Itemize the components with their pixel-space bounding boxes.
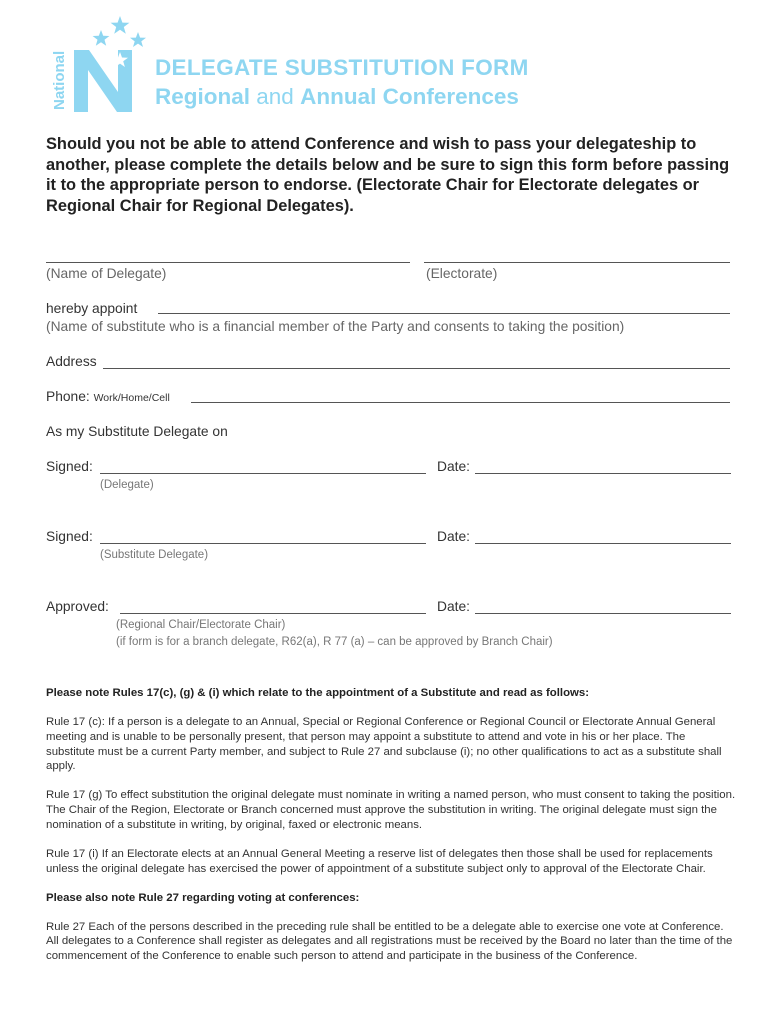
form-title: DELEGATE SUBSTITUTION FORM [155,55,529,80]
address-field[interactable] [103,368,730,369]
delegate-name-field[interactable] [46,262,410,263]
rule-17c: Rule 17 (c): If a person is a delegate to an Annual, Special or Regional Conference or Regional Council or Electorate Annual General meeting and is unable to be personally present, that person may appoint a substitute to attend and vote in his or her place. The substitute must be a current Party member, and subject to Rule 27 and subclause (i); no other qualifications to act as a substitute shall apply. [46,716,722,773]
national-logo [44,14,154,118]
rule-17g: Rule 17 (g) To effect substitution the original delegate must nominate in writing a named person, who must consent to taking the position. The Chair of the Region, Electorate or Branch concerned must approve the substitution in writing. The original delegate must sign the nomination of a substitute in writing, by original, faxed or electronic means. [46,789,736,831]
rules-section [46,686,736,978]
subtitle-regional: Regional [155,84,251,109]
delegate-hint: (Delegate) [100,479,154,491]
phone-label [46,389,170,404]
signed-delegate-label: Signed: [46,459,93,474]
national-star-n-logo-icon [44,14,154,118]
electorate-field[interactable] [424,262,730,263]
substitute-name-field[interactable] [158,313,730,314]
date-substitute-label: Date: [437,529,470,544]
delegate-signature-field[interactable] [100,473,426,474]
rule-17i: Rule 17 (i) If an Electorate elects at an Annual General Meeting a reserve list of delegates then those shall be used for replacements unless the original delegate has exercised the power of appointment of a substitute subject only to approval of the Electorate Chair. [46,847,713,875]
rules-heading: Please note Rules 17(c), (g) & (i) which relate to the appointment of a Substitute and read as follows: [46,687,590,699]
date-approved-label: Date: [437,599,470,614]
approved-hint-branch: (if form is for a branch delegate, R62(a), R 77 (a) – can be approved by Branch Chair) [116,636,553,648]
delegate-date-field[interactable] [475,473,731,474]
electorate-label: (Electorate) [426,266,498,281]
approval-signature-field[interactable] [120,613,426,614]
address-label: Address [46,354,97,369]
substitute-delegate-hint: (Substitute Delegate) [100,549,209,561]
rule-27-heading: Please also note Rule 27 regarding voting at conferences: [46,891,360,904]
svg-text:National: National [51,50,68,110]
phone-label-text: Phone: [46,389,90,404]
subtitle-annual-conferences: Annual Conferences [300,84,519,109]
signed-substitute-label: Signed: [46,529,93,544]
rule-27: Rule 27 Each of the persons described in the preceding rule shall be entitled to be a delegate able to exercise one vote at Conference. All delegates to a Conference shall register as delegates and all registrations must be received by the Board no later than the time of the commencement of the Conference to enable such person to attend and participate in the business of the Conference. [46,920,733,963]
substitute-signature-field[interactable] [100,543,426,544]
substitute-hint: (Name of substitute who is a financial member of the Party and consents to taking the position) [46,319,625,334]
phone-types: Work/Home/Cell [93,392,170,404]
as-my-substitute-label: As my Substitute Delegate on [46,424,228,439]
hereby-appoint-label: hereby appoint [46,301,138,316]
name-of-delegate-label: (Name of Delegate) [46,266,167,281]
date-delegate-label: Date: [437,459,470,474]
approved-hint-chair: (Regional Chair/Electorate Chair) [116,619,286,631]
phone-field[interactable] [191,402,730,403]
approved-label: Approved: [46,599,109,614]
substitute-date-field[interactable] [475,543,731,544]
form-subtitle [155,84,519,110]
intro-paragraph: Should you not be able to attend Conference and wish to pass your delegateship to another, please complete the details below and be sure to sign this form before passing it to the appropriate person to endorse. (Electorate Chair for Electorate delegates or Regional Chair for Regional Delegates). [46,135,730,215]
approval-date-field[interactable] [475,613,731,614]
subtitle-and: and [256,84,294,109]
